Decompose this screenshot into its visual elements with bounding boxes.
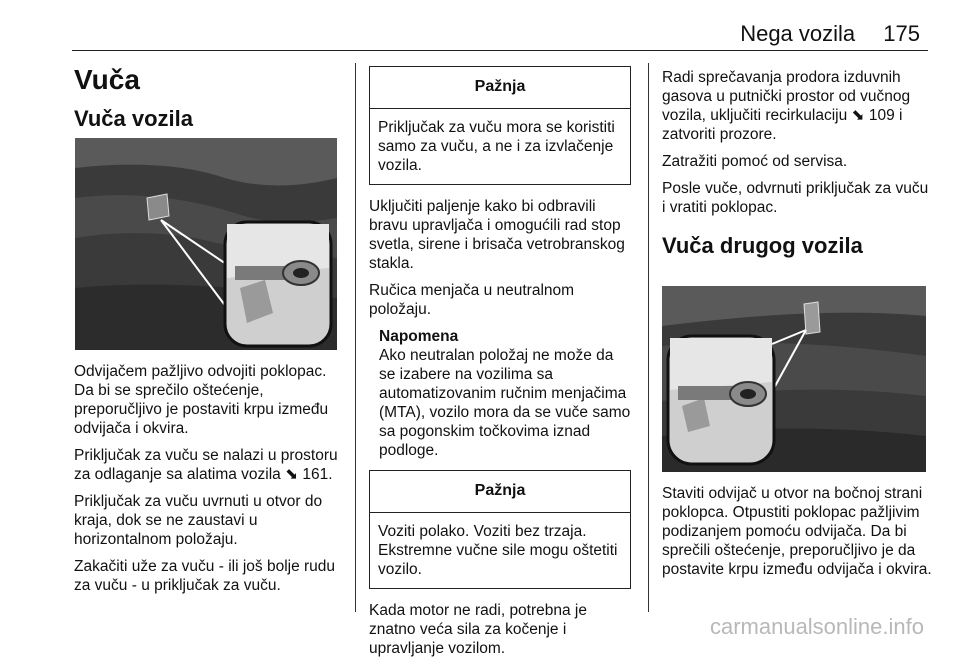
- section-heading: Vuča: [74, 64, 140, 95]
- caution-box: [369, 66, 631, 185]
- paragraph: Staviti odvijač u otvor na bočnoj strani poklopca. Otpustiti poklopac pažljivim podizanjem pomoću odvijača. Da bi sprečili oštećenje, preporučljivo je da postavite krpu između odvijača i okvira.: [662, 485, 932, 578]
- column-divider-1: [355, 63, 356, 612]
- paragraph: Zatražiti pomoć od servisa.: [662, 153, 848, 170]
- paragraph: Priključak za vuču se nalazi u prostoru za odlaganje sa alatima vozila ⬊ 161.: [74, 447, 338, 483]
- column-1: [74, 64, 346, 132]
- page-title: Nega vozila: [740, 21, 856, 46]
- subsection-heading: Vuča drugog vozila: [662, 233, 863, 258]
- page-header: [740, 22, 920, 46]
- caution-title: Pažnja: [370, 67, 630, 109]
- caution-title: Pažnja: [370, 471, 630, 513]
- header-rule: [72, 50, 928, 51]
- column-divider-2: [648, 63, 649, 612]
- paragraph: Priključak za vuču uvrnuti u otvor do kraja, dok se ne zaustavi u horizontalnom položaju.: [74, 493, 323, 548]
- caution-box: [369, 470, 631, 589]
- paragraph: Radi sprečavanja prodora izduvnih gasova u putnički prostor od vučnog vozila, uključiti recirkulaciju ⬊ 109 i zatvoriti prozore.: [662, 69, 911, 143]
- page-ref-icon: ⬊: [851, 106, 865, 124]
- paragraph: Uključiti paljenje kako bi odbravili bravu upravljača i omogućili rad stop svetla, sirene i brisača vetrobranskog stakla.: [369, 198, 625, 272]
- column-3-text: [662, 484, 932, 587]
- caution-body: Priključak za vuču mora se koristiti samo za vuču, a ne i za izvlačenje vozila.: [378, 119, 615, 174]
- note-block: [369, 327, 631, 460]
- paragraph: Posle vuče, odvrnuti priključak za vuču i vratiti poklopac.: [662, 180, 929, 216]
- page-ref-icon: ⬊: [285, 465, 299, 483]
- watermark: carmanualsonline.info: [709, 614, 924, 639]
- paragraph: Odvijačem pažljivo odvojiti poklopac. Da bi se sprečilo oštećenje, preporučljivo je postaviti krpu između odvijača i okvira.: [74, 363, 329, 437]
- paragraph: Zakačiti uže za vuču - ili još bolje rudu za vuču - u priključak za vuču.: [74, 558, 336, 594]
- towing-eye-rear-illustration: [75, 138, 337, 350]
- paragraph: Ručica menjača u neutralnom položaju.: [369, 282, 575, 318]
- column-3: [662, 68, 930, 259]
- note-title: Napomena: [379, 328, 459, 345]
- note-body: Ako neutralan položaj ne može da se izabere na vozilima sa automatizovanim ručnim menjačima (MTA), vozilo mora da se vuče samo sa pogonskim točkovima iznad podloge.: [379, 347, 631, 459]
- subsection-heading: Vuča vozila: [74, 106, 194, 131]
- caution-body: Voziti polako. Voziti bez trzaja. Ekstremne vučne sile mogu oštetiti vozilo.: [378, 523, 618, 578]
- column-1-text: [74, 362, 346, 603]
- towing-eye-front-illustration: [662, 286, 926, 472]
- page-number: 175: [883, 21, 920, 46]
- column-2: [369, 66, 631, 666]
- paragraph: Kada motor ne radi, potrebna je znatno veća sila za kočenje i upravljanje vozilom.: [369, 602, 587, 657]
